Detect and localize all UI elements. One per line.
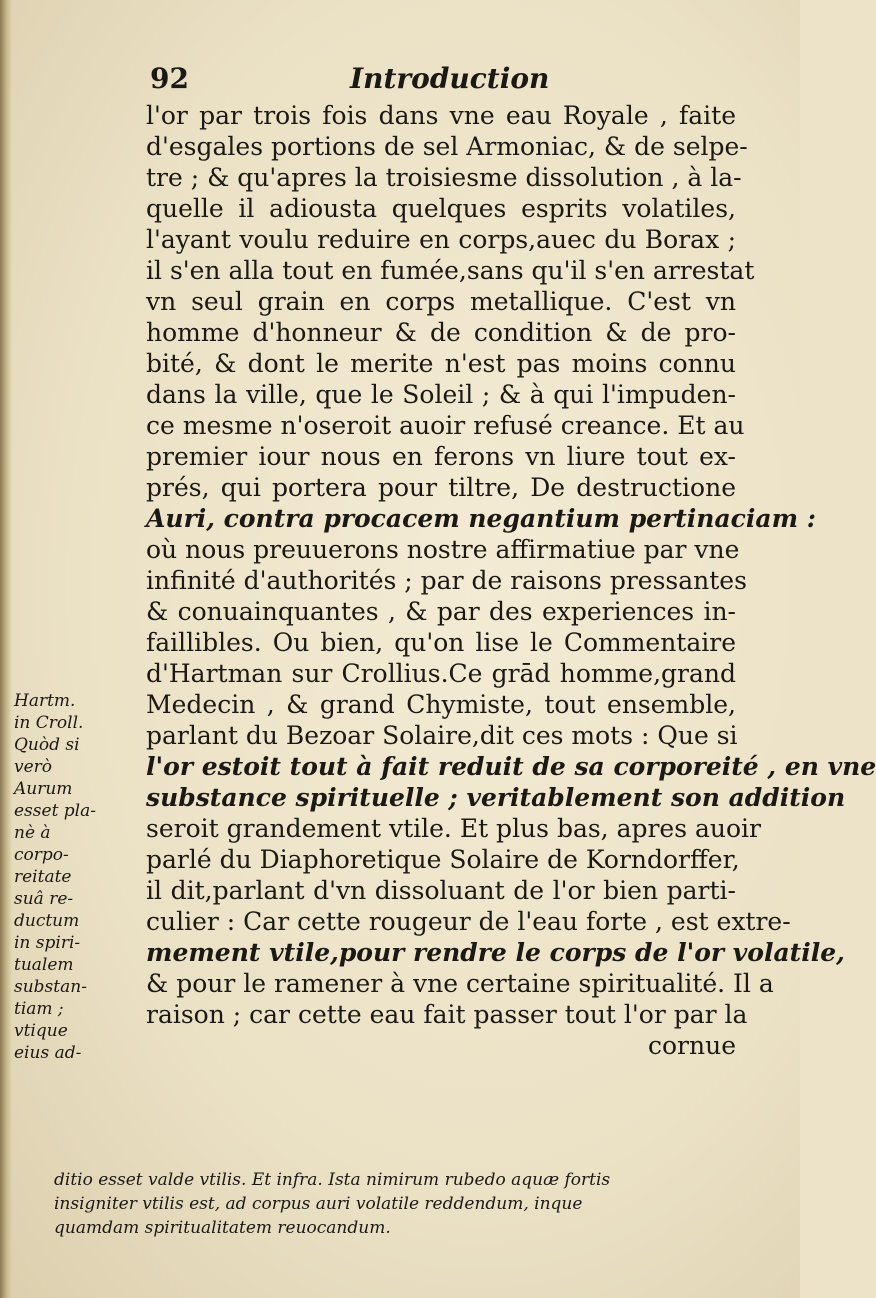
- margin-note-line: vtique: [14, 1021, 68, 1041]
- margin-note-line: nè à: [14, 823, 51, 843]
- margin-note-line: in spiri-: [14, 933, 81, 953]
- page-gutter-shadow: [0, 0, 12, 1298]
- text-line: parlé du Diaphoretique Solaire de Korndorffer,: [146, 845, 740, 874]
- margin-note-line: corpo-: [14, 845, 69, 865]
- text-line: l'ayant voulu reduire en corps,auec du Borax ;: [146, 225, 736, 254]
- margin-note-line: tiam ;: [14, 999, 64, 1019]
- text-line: l'or par trois fois dans vne eau Royale , faite: [146, 101, 736, 130]
- main-text-block: [146, 100, 876, 1061]
- text-line: il dit,parlant d'vn dissoluant de l'or bien parti-: [146, 876, 736, 905]
- page-number: 92: [150, 62, 189, 95]
- text-line: Auri, contra procacem negantium pertinaciam :: [146, 504, 816, 533]
- margin-note-line: in Croll.: [14, 713, 84, 733]
- text-line: culier : Car cette rougeur de l'eau forte , est extre-: [146, 907, 791, 936]
- text-line: l'or estoit tout à fait reduit de sa corporeité , en vne: [146, 752, 876, 781]
- text-line: faillibles. Ou bien, qu'on lise le Commentaire: [146, 628, 736, 657]
- text-line: parlant du Bezoar Solaire,dit ces mots : Que si: [146, 721, 738, 750]
- margin-note-line: tualem: [14, 955, 74, 975]
- footnote-line: insigniter vtilis est, ad corpus auri volatile reddendum, inque: [54, 1194, 583, 1214]
- text-line: prés, qui portera pour tiltre, De destructione: [146, 473, 736, 502]
- text-line: vn seul grain en corps metallique. C'est vn: [146, 287, 736, 316]
- text-line: quelle il adiousta quelques esprits volatiles,: [146, 194, 736, 223]
- text-line: où nous preuuerons nostre affirmatiue par vne: [146, 535, 740, 564]
- page-header: [150, 62, 730, 102]
- margin-note-line: reitate: [14, 867, 72, 887]
- margin-note: [14, 690, 144, 1064]
- margin-note-line: Quòd si: [14, 735, 80, 755]
- text-line: substance spirituelle ; veritablement son addition: [146, 783, 846, 812]
- text-line: premier iour nous en ferons vn liure tout ex-: [146, 442, 736, 471]
- text-line: d'Hartman sur Crollius.Ce grād homme,grand: [146, 659, 736, 688]
- footnote-line: ditio esset valde vtilis. Et infra. Ista nimirum rubedo aquæ fortis: [54, 1170, 611, 1190]
- text-line: infinité d'authorités ; par de raisons pressantes: [146, 566, 747, 595]
- text-line: raison ; car cette eau fait passer tout l'or par la: [146, 1000, 748, 1029]
- margin-note-line: ductum: [14, 911, 80, 931]
- latin-footnote: [54, 1168, 744, 1240]
- text-line: ce mesme n'oseroit auoir refusé creance. Et au: [146, 411, 745, 440]
- text-line: tre ; & qu'apres la troisiesme dissolution , à la-: [146, 163, 742, 192]
- text-line: dans la ville, que le Soleil ; & à qui l'impuden-: [146, 380, 736, 409]
- margin-note-line: Hartm.: [14, 691, 76, 711]
- text-line: & conuainquantes , & par des experiences in-: [146, 597, 736, 626]
- running-title: Introduction: [350, 62, 550, 95]
- margin-note-line: eius ad-: [14, 1043, 82, 1063]
- text-line: Medecin , & grand Chymiste, tout ensemble,: [146, 690, 736, 719]
- text-line: cornue: [647, 1031, 736, 1060]
- text-line: bité, & dont le merite n'est pas moins connu: [146, 349, 736, 378]
- text-line: homme d'honneur & de condition & de pro-: [146, 318, 736, 347]
- margin-note-line: esset pla-: [14, 801, 97, 821]
- footnote-line: quamdam spiritualitatem reuocandum.: [54, 1218, 391, 1238]
- margin-note-line: verò: [14, 757, 53, 777]
- margin-note-line: Aurum: [14, 779, 73, 799]
- margin-note-line: suâ re-: [14, 889, 74, 909]
- text-line: il s'en alla tout en fumée,sans qu'il s'en arrestat: [146, 256, 755, 285]
- margin-note-line: substan-: [14, 977, 87, 997]
- text-line: mement vtile,pour rendre le corps de l'or volatile,: [146, 938, 845, 967]
- text-line: seroit grandement vtile. Et plus bas, apres auoir: [146, 814, 762, 843]
- text-line: d'esgales portions de sel Armoniac, & de selpe-: [146, 132, 748, 161]
- text-line: & pour le ramener à vne certaine spiritualité. Il a: [146, 969, 774, 998]
